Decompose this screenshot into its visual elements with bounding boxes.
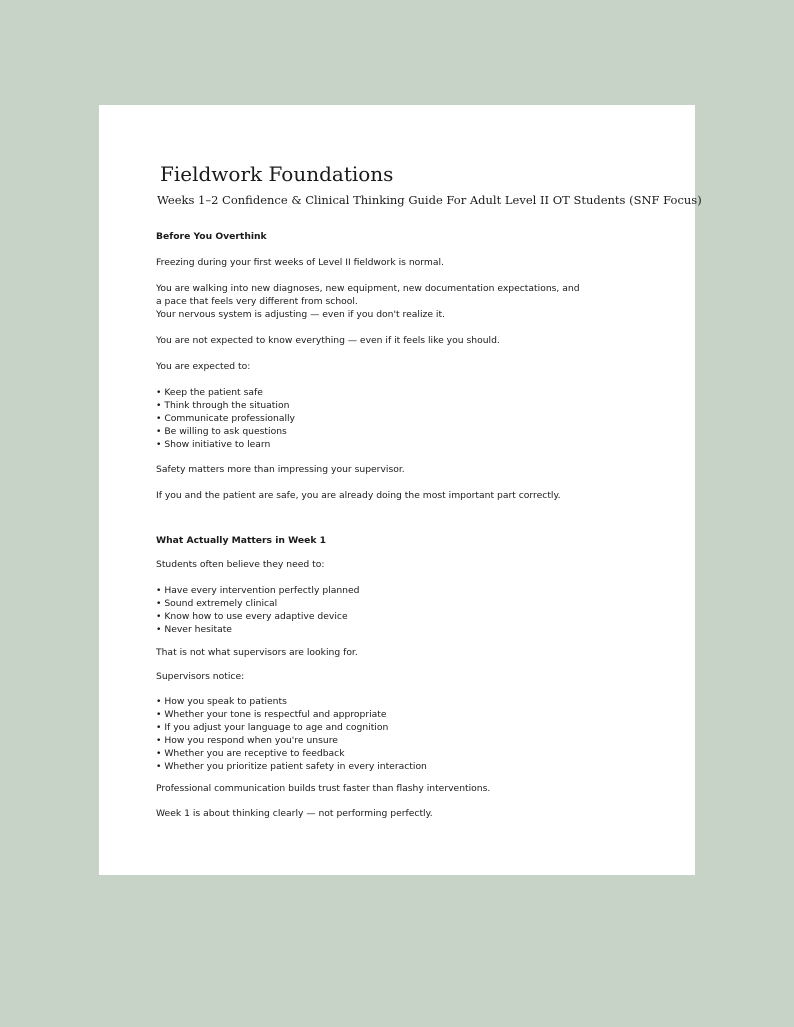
paragraph: Students often believe they need to: [156,559,325,570]
paragraph: You are expected to: [156,361,251,372]
section-heading-before-you-overthink: Before You Overthink [156,231,267,242]
list-item: • Show initiative to learn [156,438,295,451]
document-title: Fieldwork Foundations [160,162,394,186]
paragraph: You are not expected to know everything — even if it feels like you should. [156,335,500,346]
bullet-list [156,386,295,451]
list-item: • How you respond when you're unsure [156,734,427,747]
list-item: • Whether your tone is respectful and appropriate [156,708,427,721]
document-subtitle: Weeks 1–2 Confidence & Clinical Thinking Guide For Adult Level II OT Students (SNF Focus) [157,193,702,207]
paragraph: That is not what supervisors are looking for. [156,647,358,658]
paragraph: Safety matters more than impressing your supervisor. [156,464,405,475]
list-item: • How you speak to patients [156,695,427,708]
paragraph-line: You are walking into new diagnoses, new equipment, new documentation expectations, and [156,283,580,294]
paragraph-line: a pace that feels very different from school. [156,296,358,307]
paragraph [156,282,580,321]
bullet-list [156,584,359,636]
list-item: • Never hesitate [156,623,359,636]
paragraph: Professional communication builds trust faster than flashy interventions. [156,783,491,794]
list-item: • Be willing to ask questions [156,425,295,438]
list-item: • Know how to use every adaptive device [156,610,359,623]
list-item: • Whether you are receptive to feedback [156,747,427,760]
paragraph: Week 1 is about thinking clearly — not performing perfectly. [156,808,433,819]
paragraph: If you and the patient are safe, you are already doing the most important part correctly. [156,490,561,501]
section-heading-what-actually-matters: What Actually Matters in Week 1 [156,535,327,546]
list-item: • Think through the situation [156,399,295,412]
list-item: • Have every intervention perfectly planned [156,584,359,597]
list-item: • Communicate professionally [156,412,295,425]
document-page [99,105,702,875]
paragraph: Freezing during your first weeks of Level II fieldwork is normal. [156,257,444,268]
list-item: • Sound extremely clinical [156,597,359,610]
list-item: • If you adjust your language to age and cognition [156,721,427,734]
paragraph-line: Your nervous system is adjusting — even if you don't realize it. [156,309,445,320]
list-item: • Whether you prioritize patient safety in every interaction [156,760,427,773]
list-item: • Keep the patient safe [156,386,295,399]
bullet-list [156,695,427,773]
paragraph: Supervisors notice: [156,671,245,682]
